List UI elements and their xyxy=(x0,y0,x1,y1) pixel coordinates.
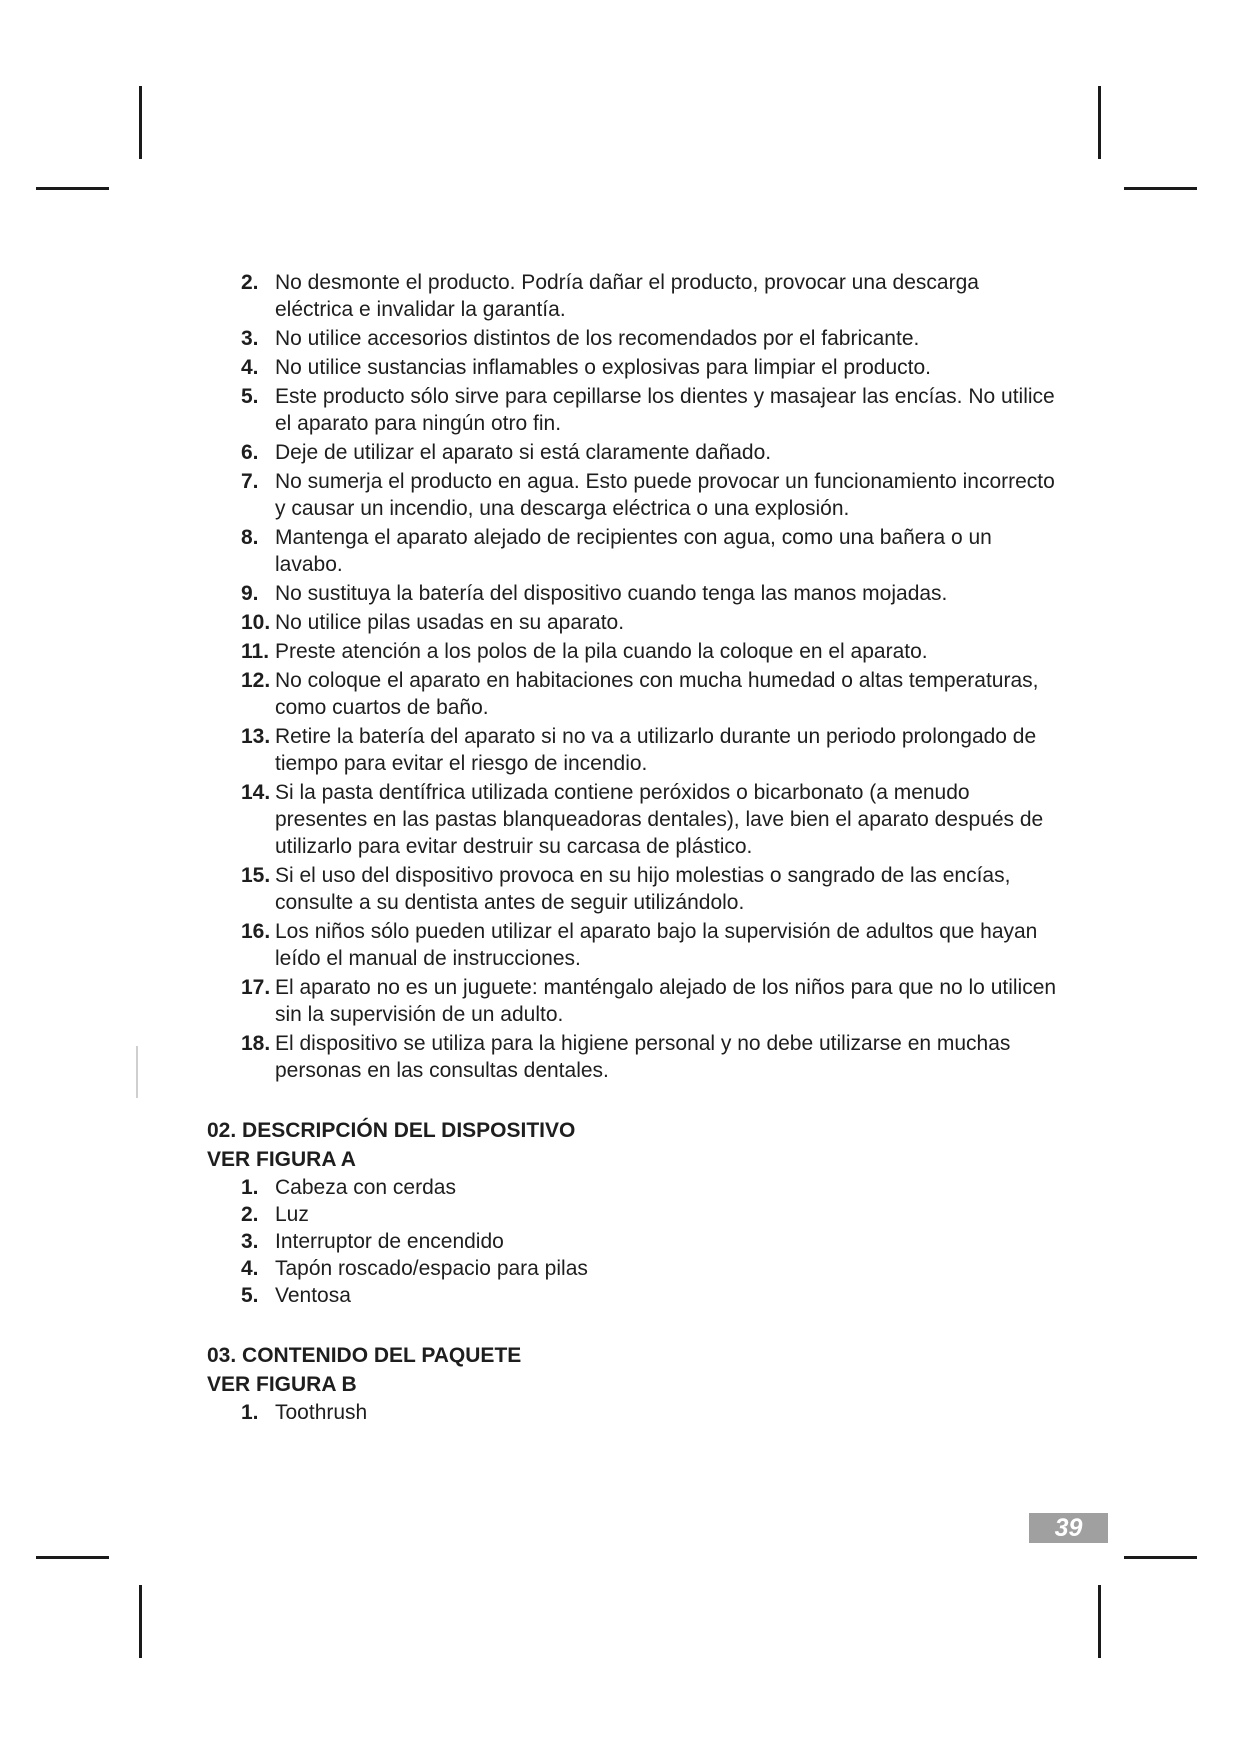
list-item xyxy=(207,723,1057,777)
item-number: 15. xyxy=(241,864,271,887)
item-number: 18. xyxy=(241,1032,271,1055)
list-item xyxy=(207,1201,1057,1228)
list-item xyxy=(207,918,1057,972)
list-item xyxy=(207,1030,1057,1084)
item-number: 16. xyxy=(241,920,271,943)
item-number: 5. xyxy=(241,385,259,408)
item-number: 6. xyxy=(241,441,259,464)
item-text: No utilice sustancias inflamables o explosivas para limpiar el producto. xyxy=(275,356,931,379)
list-item xyxy=(207,580,1057,607)
item-text: Si la pasta dentífrica utilizada contiene peróxidos o bicarbonato (a menudo presentes en las pastas blanqueadoras dentales), lave bien el aparato después de utilizarlo para evitar destruir su carcasa de plástico. xyxy=(275,781,1044,858)
description-figure-ref: VER FIGURA A xyxy=(207,1148,356,1171)
item-text: Preste atención a los polos de la pila cuando la coloque en el aparato. xyxy=(275,640,928,663)
item-text: Toothrush xyxy=(275,1401,368,1424)
item-text: Este producto sólo sirve para cepillarse los dientes y masajear las encías. No utilice el aparato para ningún otro fin. xyxy=(275,385,1055,435)
list-item xyxy=(207,862,1057,916)
crop-mark-bottom-left-vertical xyxy=(139,1585,142,1658)
list-item xyxy=(207,354,1057,381)
item-number: 10. xyxy=(241,611,271,634)
item-number: 1. xyxy=(241,1176,259,1199)
list-item xyxy=(207,1255,1057,1282)
contents-list xyxy=(207,1399,1057,1426)
item-number: 3. xyxy=(241,1230,259,1253)
page-number: 39 xyxy=(1029,1513,1108,1543)
description-list xyxy=(207,1174,1057,1309)
margin-mark xyxy=(136,1046,138,1098)
item-text: Interruptor de encendido xyxy=(275,1230,504,1253)
item-text: Ventosa xyxy=(275,1284,351,1307)
contents-section xyxy=(207,1341,1057,1426)
list-item xyxy=(207,1282,1057,1309)
crop-mark-bottom-right-vertical xyxy=(1098,1585,1101,1658)
item-number: 3. xyxy=(241,327,259,350)
item-text: No utilice accesorios distintos de los recomendados por el fabricante. xyxy=(275,327,920,350)
item-number: 2. xyxy=(241,271,259,294)
list-item xyxy=(207,1399,1057,1426)
item-number: 11. xyxy=(241,640,270,663)
item-number: 4. xyxy=(241,1257,259,1280)
list-item xyxy=(207,1228,1057,1255)
item-text: No desmonte el producto. Podría dañar el producto, provocar una descarga eléctrica e invalidar la garantía. xyxy=(275,271,979,321)
list-item xyxy=(207,269,1057,323)
contents-heading: 03. CONTENIDO DEL PAQUETE xyxy=(207,1344,522,1367)
item-text: No coloque el aparato en habitaciones con mucha humedad o altas temperaturas, como cuartos de baño. xyxy=(275,669,1039,719)
description-heading: 02. DESCRIPCIÓN DEL DISPOSITIVO xyxy=(207,1119,576,1142)
item-number: 9. xyxy=(241,582,259,605)
item-text: No sumerja el producto en agua. Esto puede provocar un funcionamiento incorrecto y causar un incendio, una descarga eléctrica o una explosión. xyxy=(275,470,1055,520)
item-number: 7. xyxy=(241,470,259,493)
item-text: Cabeza con cerdas xyxy=(275,1176,456,1199)
item-number: 12. xyxy=(241,669,271,692)
crop-mark-top-left-horizontal xyxy=(36,187,109,190)
list-item xyxy=(207,667,1057,721)
item-number: 8. xyxy=(241,526,259,549)
page-content xyxy=(207,269,1057,1426)
item-number: 13. xyxy=(241,725,271,748)
list-item xyxy=(207,439,1057,466)
crop-mark-bottom-right-horizontal xyxy=(1124,1556,1197,1559)
item-text: El aparato no es un juguete: manténgalo alejado de los niños para que no lo utilicen sin la supervisión de un adulto. xyxy=(275,976,1057,1026)
contents-figure-ref: VER FIGURA B xyxy=(207,1373,357,1396)
list-item xyxy=(207,974,1057,1028)
list-item xyxy=(207,383,1057,437)
safety-list xyxy=(207,269,1057,1084)
item-text: Deje de utilizar el aparato si está claramente dañado. xyxy=(275,441,772,464)
item-text: Si el uso del dispositivo provoca en su hijo molestias o sangrado de las encías, consulte a su dentista antes de seguir utilizándolo. xyxy=(275,864,1011,914)
item-text: Mantenga el aparato alejado de recipientes con agua, como una bañera o un lavabo. xyxy=(275,526,992,576)
list-item xyxy=(207,524,1057,578)
list-item xyxy=(207,609,1057,636)
crop-mark-top-left-vertical xyxy=(139,86,142,159)
item-number: 14. xyxy=(241,781,271,804)
list-item xyxy=(207,779,1057,860)
item-text: Tapón roscado/espacio para pilas xyxy=(275,1257,588,1280)
item-number: 5. xyxy=(241,1284,259,1307)
list-item xyxy=(207,325,1057,352)
item-number: 17. xyxy=(241,976,271,999)
item-text: Retire la batería del aparato si no va a utilizarlo durante un periodo prolongado de tiempo para evitar el riesgo de incendio. xyxy=(275,725,1037,775)
item-number: 2. xyxy=(241,1203,259,1226)
list-item xyxy=(207,1174,1057,1201)
item-text: El dispositivo se utiliza para la higiene personal y no debe utilizarse en muchas personas en las consultas dentales. xyxy=(275,1032,1011,1082)
description-section xyxy=(207,1116,1057,1309)
crop-mark-top-right-vertical xyxy=(1098,86,1101,159)
list-item xyxy=(207,638,1057,665)
crop-mark-top-right-horizontal xyxy=(1124,187,1197,190)
item-text: No sustituya la batería del dispositivo cuando tenga las manos mojadas. xyxy=(275,582,948,605)
item-number: 1. xyxy=(241,1401,259,1424)
item-text: Los niños sólo pueden utilizar el aparato bajo la supervisión de adultos que hayan leído el manual de instrucciones. xyxy=(275,920,1038,970)
item-number: 4. xyxy=(241,356,259,379)
list-item xyxy=(207,468,1057,522)
item-text: No utilice pilas usadas en su aparato. xyxy=(275,611,625,634)
crop-mark-bottom-left-horizontal xyxy=(36,1556,109,1559)
item-text: Luz xyxy=(275,1203,309,1226)
